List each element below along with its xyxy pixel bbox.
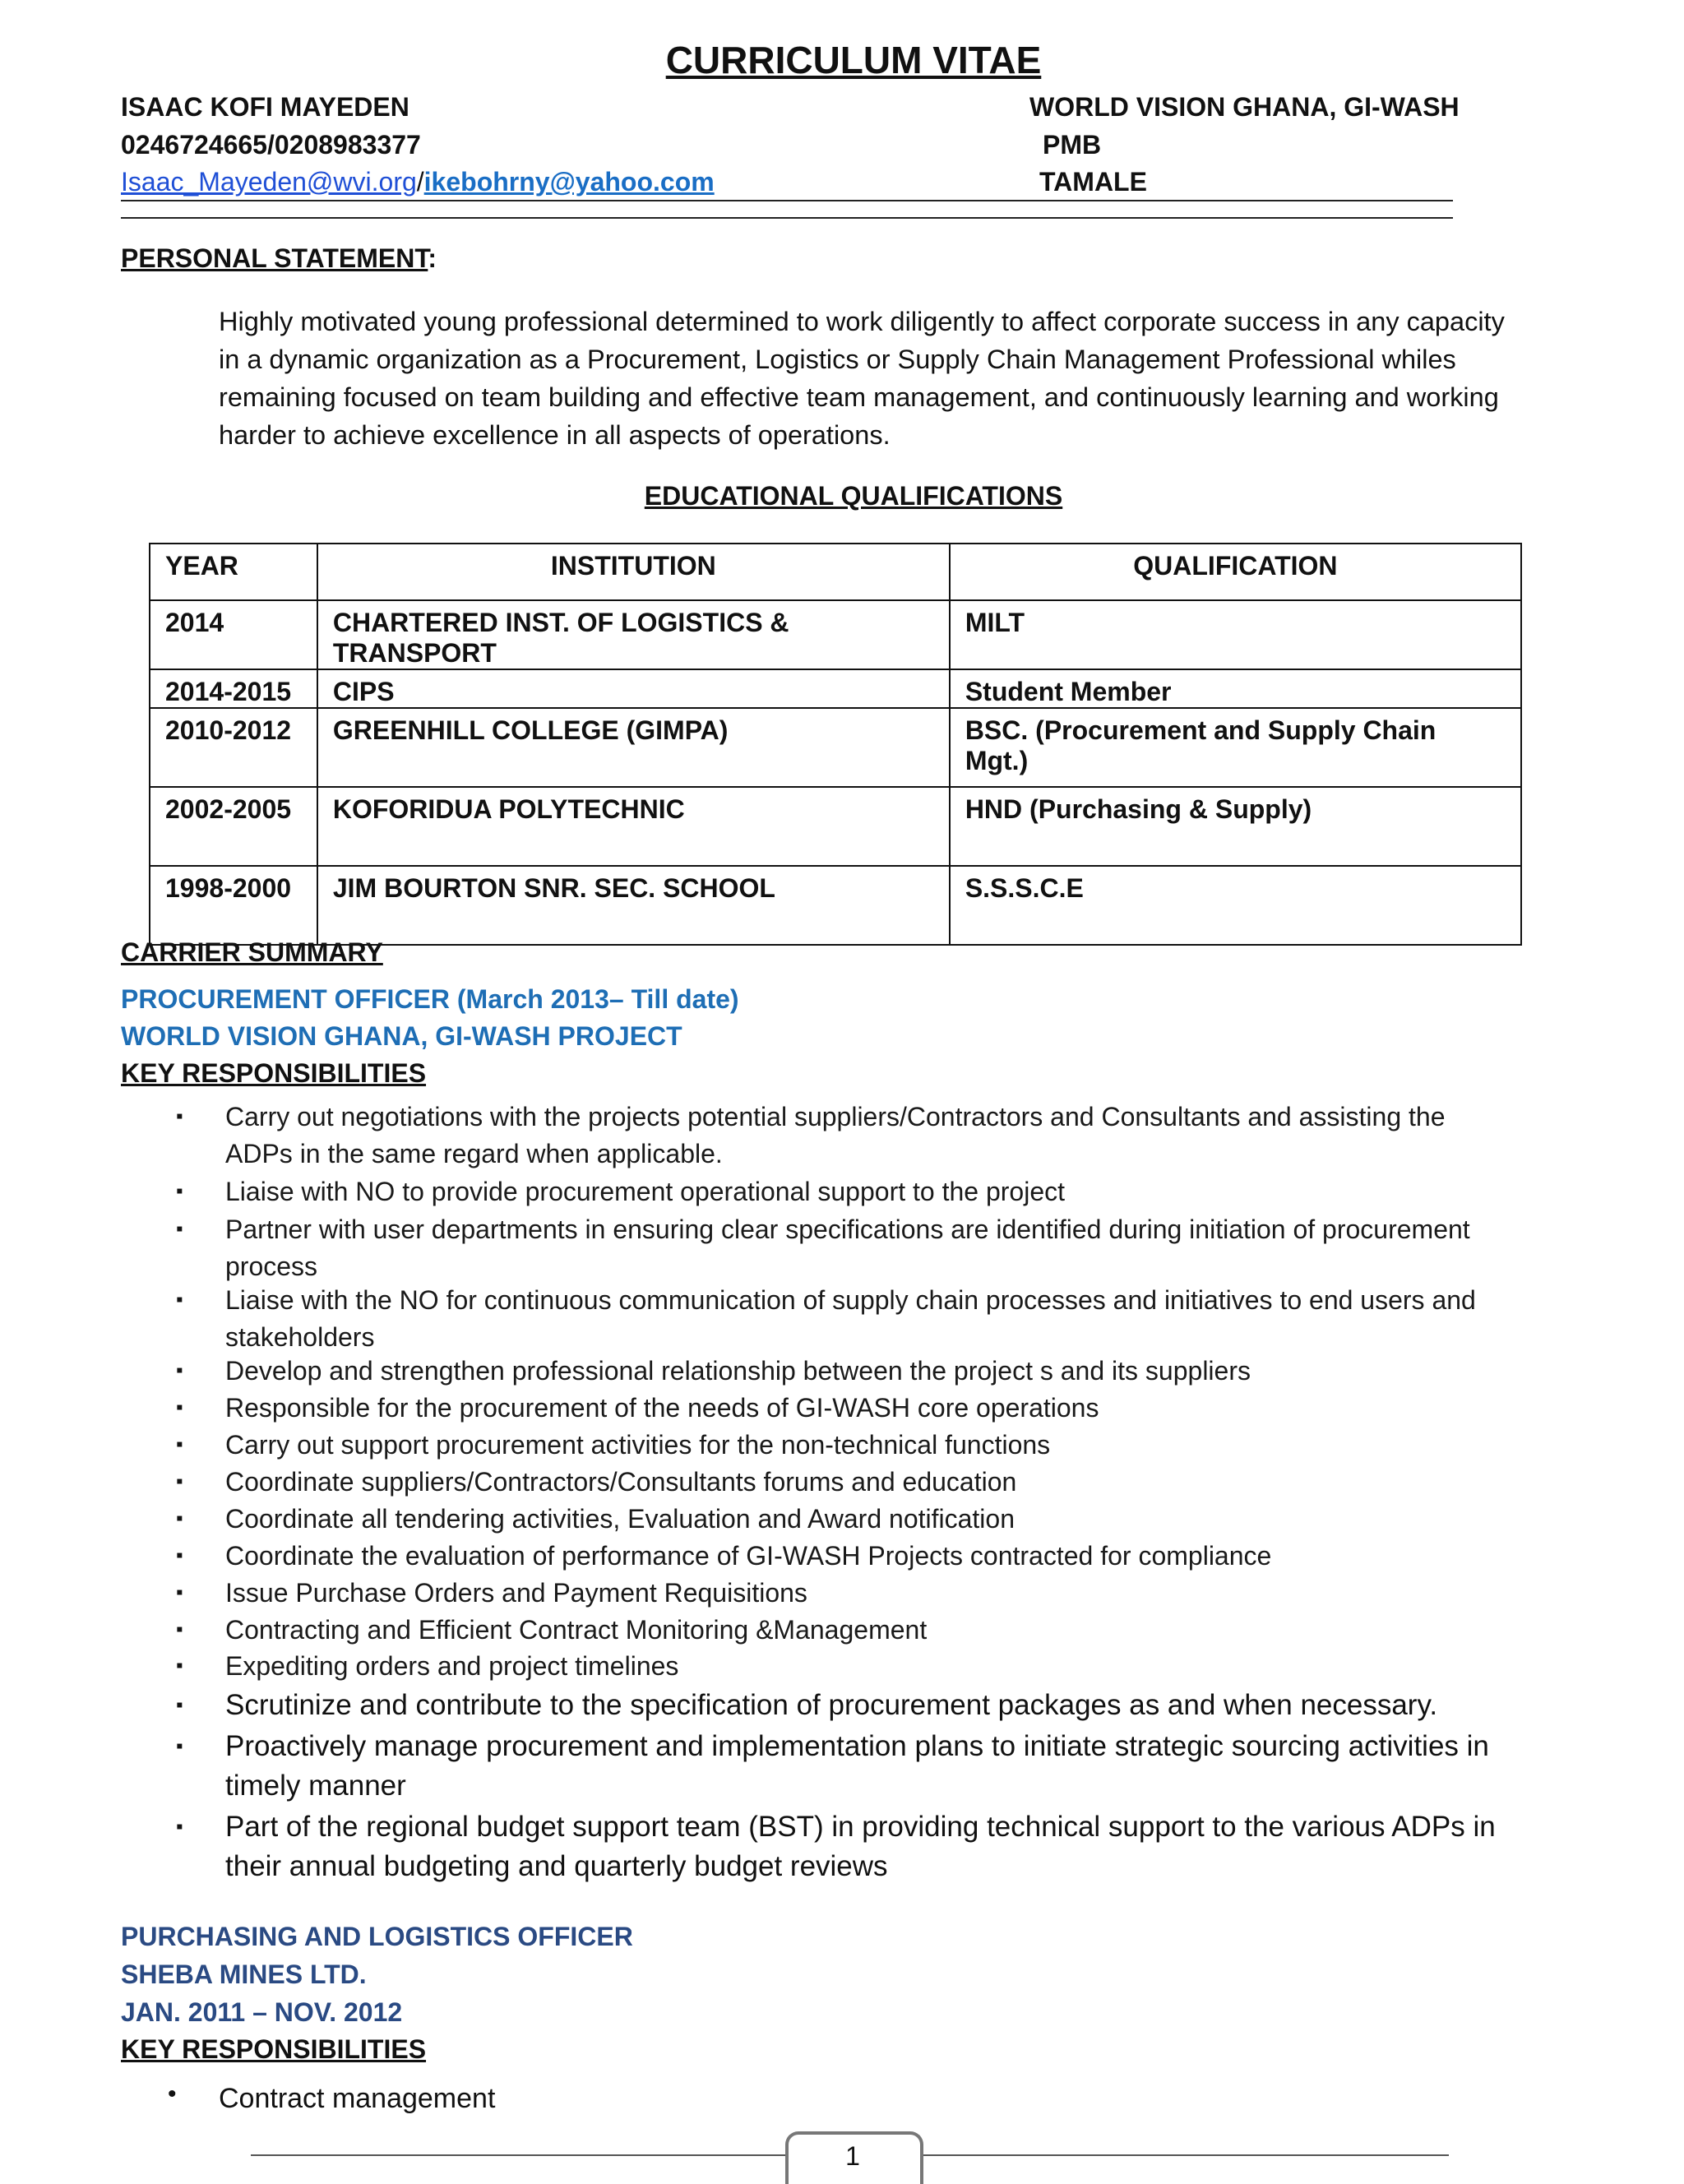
- responsibility-line: Coordinate the evaluation of performance of GI-WASH Projects contracted for compliance: [225, 1541, 1272, 1571]
- job1-responsibility-item: [225, 1686, 1587, 1725]
- employer-name: WORLD VISION GHANA, GI-WASH: [1029, 92, 1460, 122]
- job1-responsibility-item: [225, 1538, 1587, 1575]
- email-line: [121, 167, 715, 197]
- job1-responsibility-item: [225, 1427, 1587, 1464]
- table-row: [150, 866, 1521, 945]
- email-link-primary[interactable]: Isaac_Mayeden@wvi.org: [121, 167, 417, 197]
- job1-responsibilities-heading: KEY RESPONSIBILITIES: [121, 1058, 427, 1088]
- column-header-qualification: QUALIFICATION: [950, 544, 1521, 600]
- job1-title: PROCUREMENT OFFICER (March 2013– Till date): [121, 984, 739, 1014]
- responsibility-line: Part of the regional budget support team (BST) in providing technical support to the various ADPs in: [225, 1811, 1496, 1843]
- job1-responsibility-item: [225, 1211, 1587, 1285]
- job2-responsibilities-heading: KEY RESPONSIBILITIES: [121, 2034, 427, 2064]
- bullet-icon: ▪: [176, 1581, 183, 1603]
- job2-organization: SHEBA MINES LTD.: [121, 1960, 367, 1989]
- job1-responsibility-item: [225, 1173, 1587, 1210]
- bullet-icon: ▪: [176, 1816, 183, 1838]
- job1-responsibility-item: [225, 1648, 1587, 1685]
- job1-responsibility-item: [225, 1807, 1587, 1886]
- personal-statement-heading: PERSONAL STATEMENT:: [121, 243, 437, 273]
- page-number: 1: [845, 2141, 860, 2171]
- cell-year: 1998-2000: [150, 866, 317, 945]
- responsibility-line: process: [225, 1252, 318, 1281]
- column-header-institution: INSTITUTION: [317, 544, 950, 600]
- bullet-icon: ▪: [176, 1470, 183, 1492]
- job1-responsibility-item: [225, 1353, 1587, 1390]
- bullet-icon: ▪: [176, 1359, 183, 1381]
- cell-qualification: HND (Purchasing & Supply): [950, 787, 1521, 866]
- city: TAMALE: [1039, 167, 1147, 197]
- responsibility-line: Issue Purchase Orders and Payment Requisitions: [225, 1578, 807, 1608]
- postal-box: PMB: [1043, 130, 1102, 160]
- table-row: [150, 787, 1521, 866]
- responsibility-line: Liaise with the NO for continuous communication of supply chain processes and initiatives to end users and: [225, 1285, 1476, 1315]
- job1-responsibility-item: [225, 1390, 1587, 1427]
- job2-dates: JAN. 2011 – NOV. 2012: [121, 1997, 403, 2027]
- education-table: [149, 543, 1522, 946]
- job1-responsibility-item: [225, 1612, 1587, 1649]
- responsibility-line: Contracting and Efficient Contract Monitoring &Management: [225, 1615, 928, 1645]
- bullet-icon: ▪: [176, 1654, 183, 1677]
- responsibility-line: Scrutinize and contribute to the specification of procurement packages as and when necessary.: [225, 1689, 1438, 1721]
- cell-year: 2002-2005: [150, 787, 317, 866]
- cell-institution: GREENHILL COLLEGE (GIMPA): [317, 708, 950, 787]
- statement-line: in a dynamic organization as a Procurement, Logistics or Supply Chain Management Professional whiles: [219, 345, 1456, 374]
- email-link-secondary[interactable]: ikebohrny@yahoo.com: [423, 167, 715, 197]
- cell-year: 2014-2015: [150, 669, 317, 708]
- job1-responsibility-item: [225, 1727, 1587, 1806]
- candidate-name: ISAAC KOFI MAYEDEN: [121, 92, 409, 122]
- footer-rule-left: [251, 2154, 785, 2156]
- job1-responsibility-item: [225, 1282, 1587, 1356]
- bullet-icon: ▪: [176, 1396, 183, 1418]
- table-row: [150, 600, 1521, 669]
- email-separator: /: [416, 167, 424, 197]
- job2-responsibility-item: Contract management: [219, 2083, 496, 2114]
- responsibility-line: ADPs in the same regard when applicable.: [225, 1139, 723, 1168]
- education-heading: EDUCATIONAL QUALIFICATIONS: [644, 481, 1063, 511]
- cell-qualification: Student Member: [950, 669, 1521, 708]
- bullet-icon: •: [168, 2080, 177, 2108]
- statement-line: harder to achieve excellence in all aspects of operations.: [219, 420, 891, 450]
- cell-year: 2014: [150, 600, 317, 669]
- phone-numbers: 0246724665/0208983377: [121, 130, 421, 160]
- cell-institution: CIPS: [317, 669, 950, 708]
- job1-responsibility-item: [225, 1464, 1587, 1501]
- responsibility-line: stakeholders: [225, 1322, 375, 1352]
- job1-organization: WORLD VISION GHANA, GI-WASH PROJECT: [121, 1021, 682, 1051]
- bullet-icon: ▪: [176, 1544, 183, 1566]
- cell-institution: CHARTERED INST. OF LOGISTICS & TRANSPORT: [317, 600, 950, 669]
- responsibility-line: Carry out support procurement activities for the non-technical functions: [225, 1430, 1051, 1460]
- cell-institution: JIM BOURTON SNR. SEC. SCHOOL: [317, 866, 950, 945]
- table-row: [150, 669, 1521, 708]
- cell-qualification: BSC. (Procurement and Supply Chain Mgt.): [950, 708, 1521, 787]
- bullet-icon: ▪: [176, 1105, 183, 1127]
- bullet-icon: ▪: [176, 1694, 183, 1716]
- statement-line: Highly motivated young professional determined to work diligently to affect corporate success in any capacity: [219, 307, 1505, 336]
- responsibility-line: their annual budgeting and quarterly budget reviews: [225, 1850, 888, 1882]
- table-header-row: [150, 544, 1521, 600]
- responsibility-line: Coordinate all tendering activities, Evaluation and Award notification: [225, 1504, 1015, 1534]
- responsibility-line: timely manner: [225, 1770, 406, 1802]
- footer-rule-right: [920, 2154, 1449, 2156]
- job2-title: PURCHASING AND LOGISTICS OFFICER: [121, 1922, 633, 1951]
- bullet-icon: ▪: [176, 1507, 183, 1529]
- statement-line: remaining focused on team building and effective team management, and continuously learning and working: [219, 382, 1499, 412]
- job1-responsibility-item: [225, 1575, 1587, 1612]
- cell-year: 2010-2012: [150, 708, 317, 787]
- responsibility-line: Coordinate suppliers/Contractors/Consultants forums and education: [225, 1467, 1017, 1497]
- cell-institution: KOFORIDUA POLYTECHNIC: [317, 787, 950, 866]
- header-rule-1: [121, 200, 1453, 201]
- bullet-icon: ▪: [176, 1218, 183, 1240]
- personal-statement-text: [219, 303, 1584, 454]
- bullet-icon: ▪: [176, 1433, 183, 1455]
- bullet-icon: ▪: [176, 1180, 183, 1202]
- job1-responsibility-item: [225, 1501, 1587, 1538]
- cell-qualification: MILT: [950, 600, 1521, 669]
- responsibility-line: Liaise with NO to provide procurement operational support to the project: [225, 1177, 1065, 1206]
- responsibility-line: Proactively manage procurement and implementation plans to initiate strategic sourcing activities in: [225, 1730, 1489, 1762]
- table-row: [150, 708, 1521, 787]
- responsibility-line: Expediting orders and project timelines: [225, 1651, 679, 1681]
- bullet-icon: ▪: [176, 1735, 183, 1757]
- responsibility-line: Partner with user departments in ensuring clear specifications are identified during initiation of procurement: [225, 1215, 1470, 1244]
- career-summary-heading: CARRIER SUMMARY: [121, 937, 383, 967]
- responsibility-line: Carry out negotiations with the projects potential suppliers/Contractors and Consultants and assisting the: [225, 1102, 1446, 1131]
- bullet-icon: ▪: [176, 1289, 183, 1311]
- responsibility-line: Responsible for the procurement of the needs of GI-WASH core operations: [225, 1393, 1099, 1423]
- column-header-year: YEAR: [150, 544, 317, 600]
- job1-responsibility-item: [225, 1099, 1587, 1173]
- header-rule-2: [121, 217, 1453, 219]
- cell-qualification: S.S.S.C.E: [950, 866, 1521, 945]
- bullet-icon: ▪: [176, 1618, 183, 1640]
- responsibility-line: Develop and strengthen professional relationship between the project s and its suppliers: [225, 1356, 1251, 1386]
- document-title: CURRICULUM VITAE: [665, 39, 1042, 81]
